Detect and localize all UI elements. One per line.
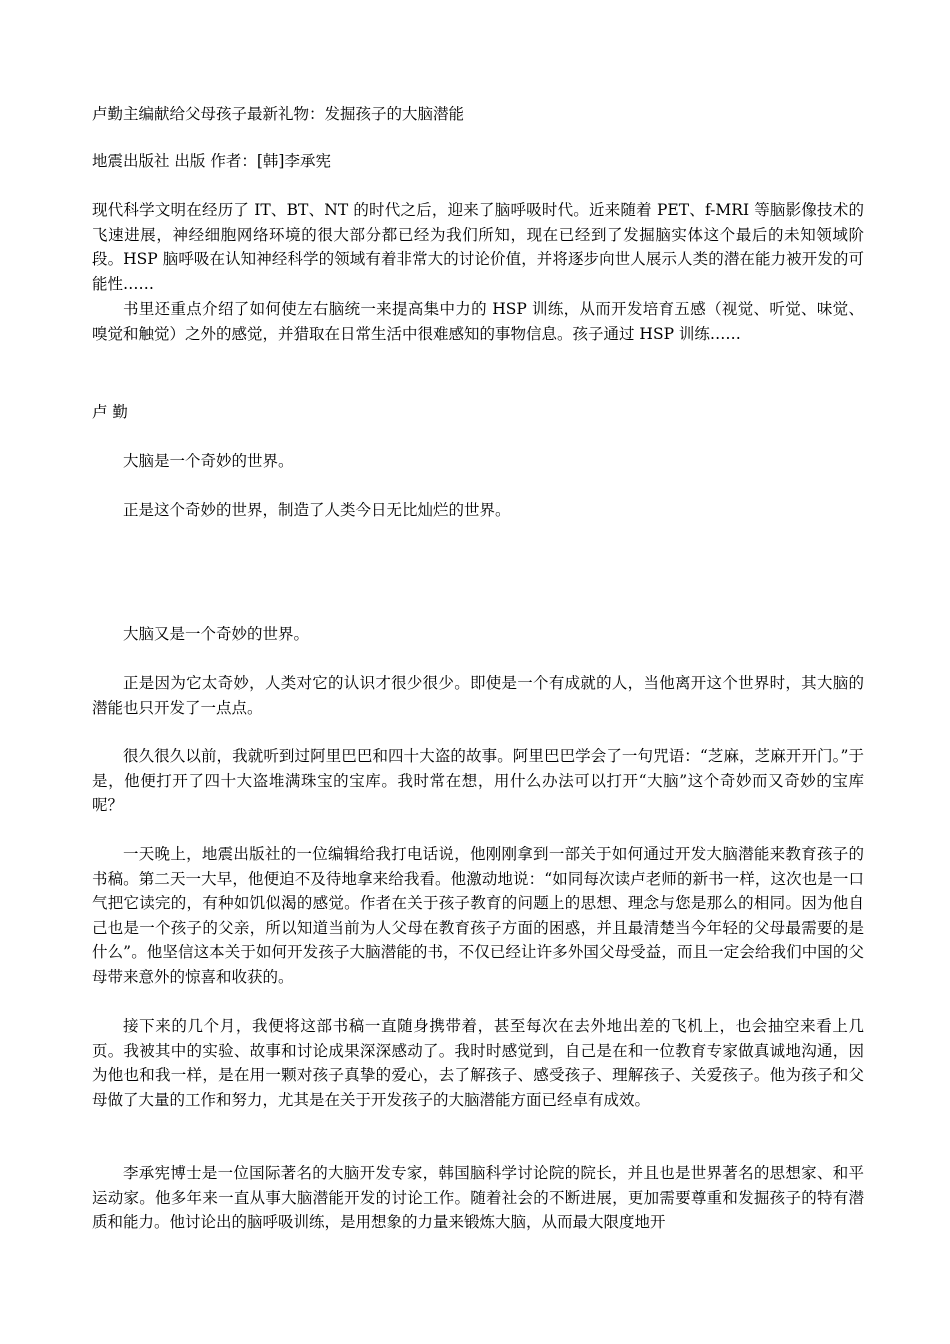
preface-paragraph: 一天晚上，地震出版社的一位编辑给我打电话说，他刚刚拿到一部关于如何通过开发大脑潜能来教育孩子的书稿。第二天一大早，他便迫不及待地拿来给我看。他激动地说：“如同每次读卢老师的新书一样，这次也是一口气把它读完的，有种如饥似渴的感觉。作者在关于孩子教育的问题上的思想、理念与您是那么的相同。因为他自己也是一个孩子的父亲，所以知道当前为人父母在教育孩子方面的困惑，并且最清楚当今年轻的父母最需要的是什么”。他坚信这本关于如何开发孩子大脑潜能的书，不仅已经让许多外国父母受益，而且一定会给我们中国的父母带来意外的惊喜和收获的。 [92, 845, 864, 986]
preface-author: 卢 勤 [92, 403, 128, 421]
preface-paragraph: 李承宪博士是一位国际著名的大脑开发专家，韩国脑科学讨论院的院长，并且也是世界著名的思想家、和平运动家。他多年来一直从事大脑潜能开发的讨论工作。随着社会的不断进展，更加需要尊重和发掘孩子的特有潜质和能力。他讨论出的脑呼吸训练，是用想象的力量来锻炼大脑，从而最大限度地开 [92, 1164, 864, 1231]
preface-paragraph: 正是因为它太奇妙，人类对它的认识才很少很少。即使是一个有成就的人，当他离开这个世界时，其大脑的潜能也只开发了一点点。 [92, 674, 864, 717]
preface-paragraph: 正是这个奇妙的世界，制造了人类今日无比灿烂的世界。 [123, 501, 511, 519]
publisher-line: 地震出版社 出版 作者：[韩]李承宪 [92, 152, 331, 170]
document-title: 卢勤主编献给父母孩子最新礼物：发掘孩子的大脑潜能 [92, 105, 465, 123]
preface-paragraph: 大脑又是一个奇妙的世界。 [123, 625, 310, 643]
intro-paragraph-1: 现代科学文明在经历了 IT、BT、NT 的时代之后，迎来了脑呼吸时代。近来随着 PET、f-MRI 等脑影像技术的飞速进展，神经细胞网络环境的很大部分都已经为我们所知，现在已经到了发掘脑实体这个最后的未知领域阶段。HSP 脑呼吸在认知神经科学的领域有着非常大的讨论价值，并将逐步向世人展示人类的潜在能力被开发的可能性…… [92, 201, 864, 293]
intro-paragraph-2: 书里还重点介绍了如何使左右脑统一来提高集中力的 HSP 训练，从而开发培育五感（视觉、听觉、味觉、嗅觉和触觉）之外的感觉，并猎取在日常生活中很难感知的事物信息。孩子通过 HSP 训练…… [92, 300, 864, 343]
preface-paragraph: 大脑是一个奇妙的世界。 [123, 452, 294, 470]
preface-paragraph: 很久很久以前，我就听到过阿里巴巴和四十大盗的故事。阿里巴巴学会了一句咒语：“芝麻，芝麻开开门。”于是，他便打开了四十大盗堆满珠宝的宝库。我时常在想，用什么办法可以打开“大脑”这个奇妙而又奇妙的宝库呢？ [92, 747, 864, 814]
preface-paragraph: 接下来的几个月，我便将这部书稿一直随身携带着，甚至每次在去外地出差的飞机上，也会抽空来看上几页。我被其中的实验、故事和讨论成果深深感动了。我时时感觉到，自己是在和一位教育专家做真诚地沟通，因为他也和我一样，是在用一颗对孩子真挚的爱心，去了解孩子、感受孩子、理解孩子、关爱孩子。他为孩子和父母做了大量的工作和努力，尤其是在关于开发孩子的大脑潜能方面已经卓有成效。 [92, 1017, 864, 1109]
